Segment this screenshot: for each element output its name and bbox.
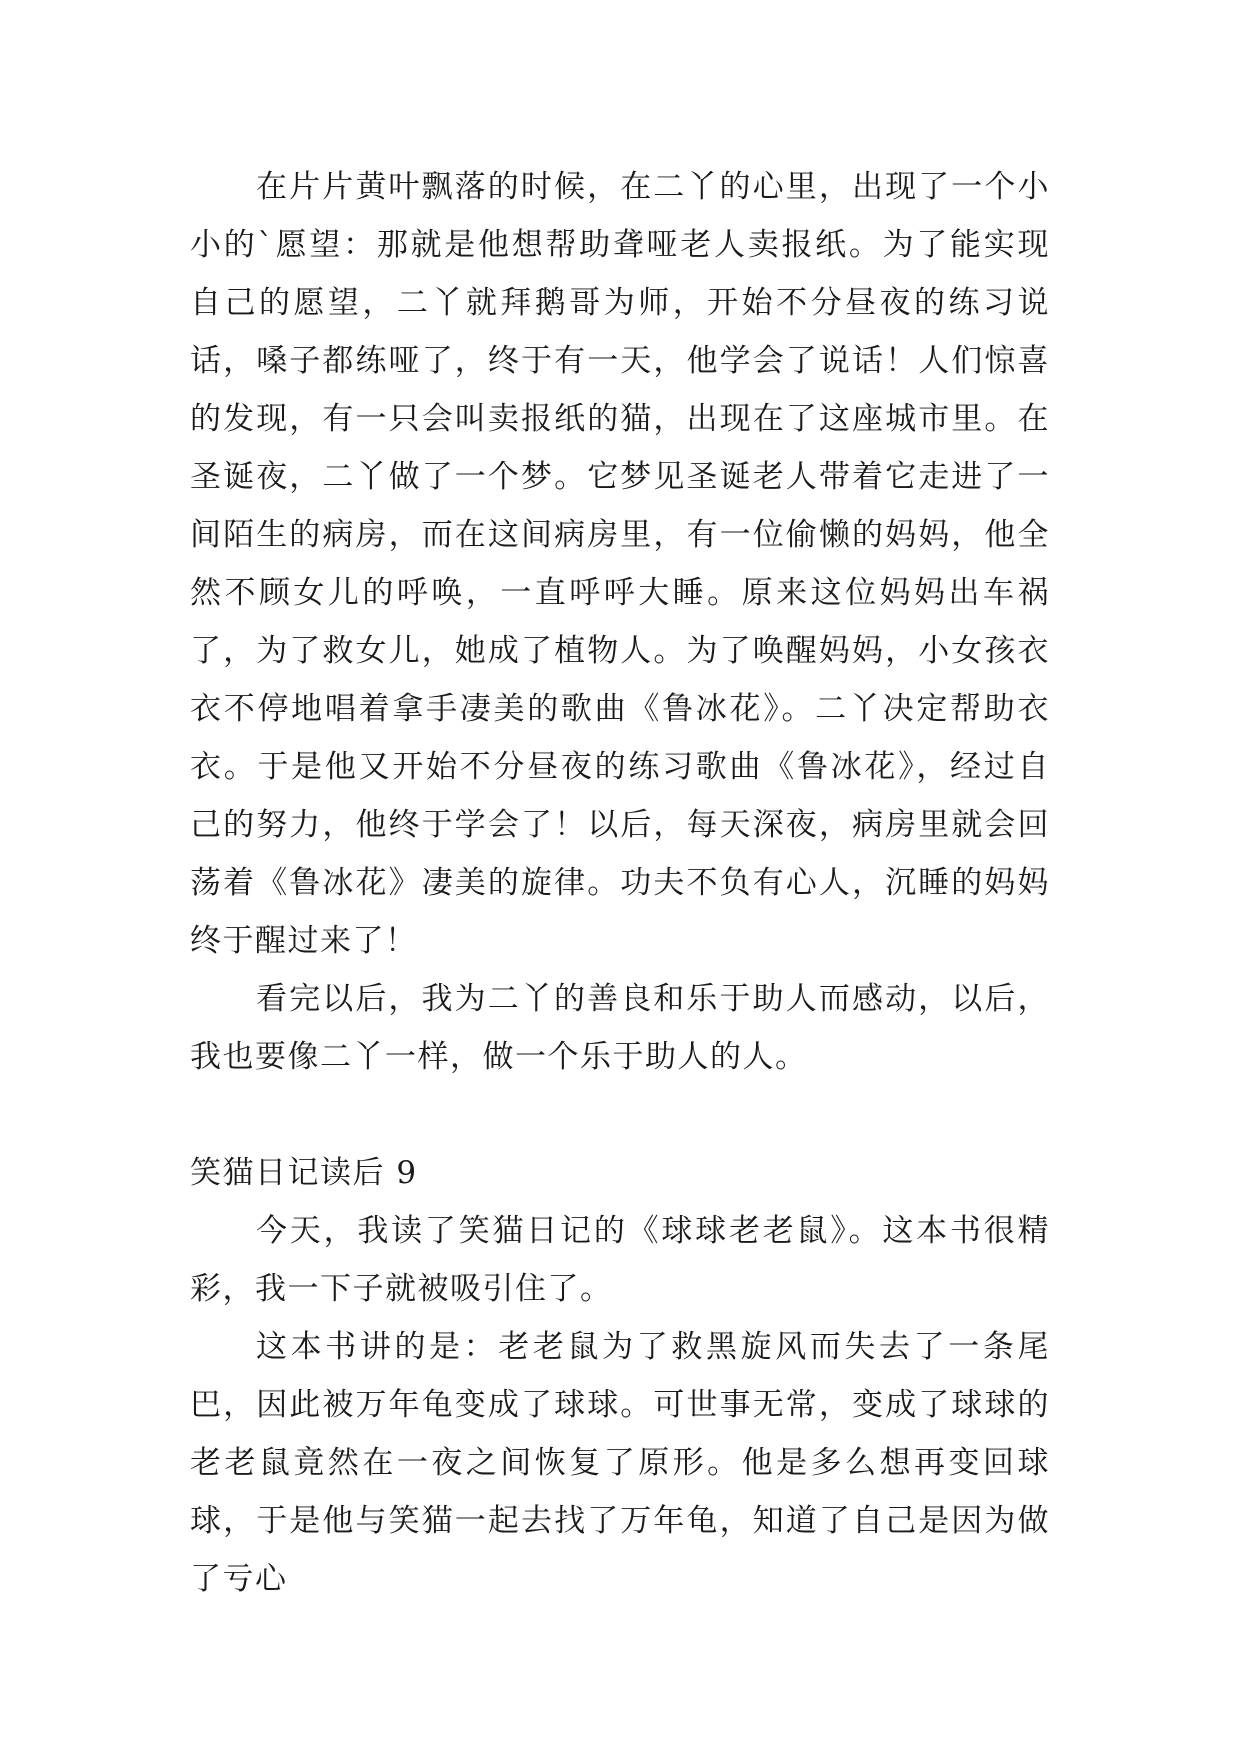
paragraph-story-summary: 在片片黄叶飘落的时候，在二丫的心里，出现了一个小小的`愿望：那就是他想帮助聋哑老人卖报纸。为了能实现自己的愿望，二丫就拜鹅哥为师，开始不分昼夜的练习说话，嗓子都练哑了，终于有一天，他学会了说话！人们惊喜的发现，有一只会叫卖报纸的猫，出现在了这座城市里。在圣诞夜，二丫做了一个梦。它梦见圣诞老人带着它走进了一间陌生的病房，而在这间病房里，有一位偷懒的妈妈，他全然不顾女儿的呼唤，一直呼呼大睡。原来这位妈妈出车祸了，为了救女儿，她成了植物人。为了唤醒妈妈，小女孩衣衣不停地唱着拿手凄美的歌曲《鲁冰花》。二丫决定帮助衣衣。于是他又开始不分昼夜的练习歌曲《鲁冰花》，经过自己的努力，他终于学会了！以后，每天深夜，病房里就会回荡着《鲁冰花》凄美的旋律。功夫不负有心人，沉睡的妈妈终于醒过来了！ (190, 169, 1050, 959)
section-title: 笑猫日记读后 9 (190, 1155, 418, 1191)
paragraph-reflection: 看完以后，我为二丫的善良和乐于助人而感动，以后，我也要像二丫一样，做一个乐于助人的人。 (190, 981, 1050, 1075)
paragraph-book-summary: 这本书讲的是：老老鼠为了救黑旋风而失去了一条尾巴，因此被万年龟变成了球球。可世事无常，变成了球球的老老鼠竟然在一夜之间恢复了原形。他是多么想再变回球球，于是他与笑猫一起去找了万年龟，知道了自己是因为做了亏心 (190, 1329, 1050, 1597)
paragraph-intro: 今天，我读了笑猫日记的《球球老老鼠》。这本书很精彩，我一下子就被吸引住了。 (190, 1213, 1050, 1307)
document-body (190, 158, 1050, 1608)
